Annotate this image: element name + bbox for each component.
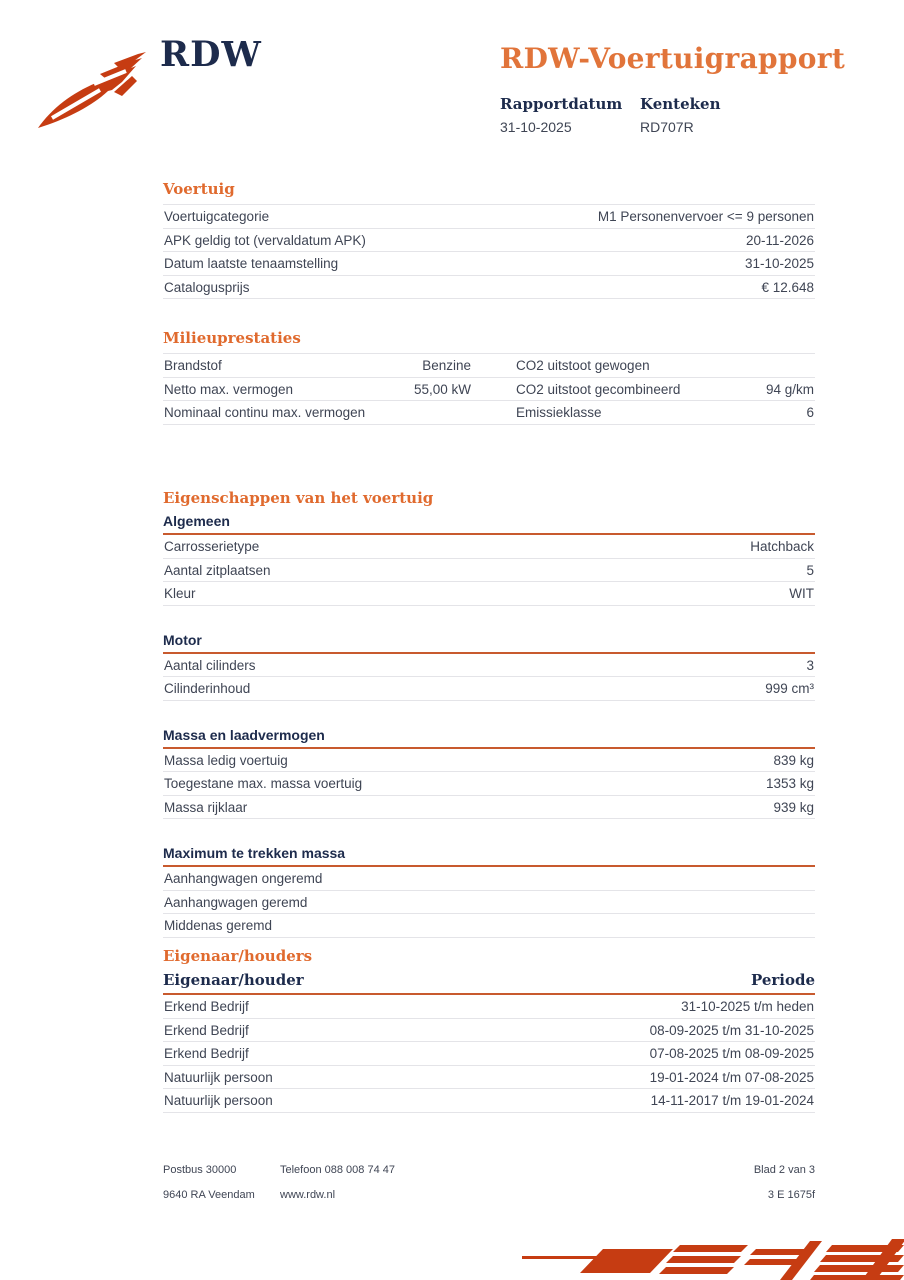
- row-label: Middenas geremd: [164, 918, 273, 934]
- row-value: 839 kg: [773, 752, 814, 768]
- report-date-value: 31-10-2025: [500, 119, 572, 135]
- table-row: [163, 229, 815, 253]
- table-row: [163, 276, 815, 300]
- voertuig-rows: [163, 204, 815, 299]
- table-row: [163, 1066, 815, 1090]
- report-date-block: [500, 95, 640, 135]
- row-label: CO2 uitstoot gecombineerd: [516, 381, 681, 397]
- subsection-title: Motor: [163, 632, 815, 654]
- table-row: [163, 1089, 815, 1113]
- rdw-wordmark: RDW: [160, 34, 262, 75]
- row-value: 08-09-2025 t/m 31-10-2025: [649, 1022, 814, 1038]
- row-label: Erkend Bedrijf: [164, 1046, 249, 1062]
- section-milieuprestaties: [163, 329, 815, 425]
- table-row: [163, 252, 815, 276]
- table-row: [163, 378, 815, 402]
- row-value: 07-08-2025 t/m 08-09-2025: [649, 1046, 814, 1062]
- row-label: Nominaal continu max. vermogen: [164, 405, 366, 421]
- page-footer: [163, 1164, 815, 1214]
- row-value: 939 kg: [773, 799, 814, 815]
- row-value: [731, 358, 814, 374]
- row-label: Emissieklasse: [516, 405, 602, 421]
- page-title: RDW-Voertuigrapport: [500, 42, 846, 75]
- table-row: [163, 867, 815, 891]
- footer-deco-graphic: [520, 1233, 904, 1280]
- owner-table-header: [163, 971, 815, 995]
- table-row: [163, 354, 815, 378]
- table-row: [163, 995, 815, 1019]
- row-label: Carrosserietype: [164, 539, 260, 554]
- row-label: Datum laatste tenaamstelling: [164, 256, 339, 272]
- table-row: [163, 205, 815, 229]
- report-meta: [500, 95, 780, 135]
- row-label: Natuurlijk persoon: [164, 1069, 273, 1085]
- row-label: Aantal cilinders: [164, 657, 256, 673]
- row-value: 55,00 kW: [413, 381, 471, 397]
- row-label: Erkend Bedrijf: [164, 1022, 249, 1038]
- footer-line-1: [163, 1164, 815, 1176]
- table-row: [163, 914, 815, 938]
- subsection-title: Maximum te trekken massa: [163, 845, 815, 867]
- row-value: 6: [806, 405, 814, 421]
- footer-line-2: [163, 1189, 815, 1201]
- row-label: Catalogusprijs: [164, 279, 250, 295]
- footer-address-line1: Postbus 30000: [163, 1164, 237, 1176]
- row-value: 19-01-2024 t/m 07-08-2025: [649, 1069, 814, 1085]
- table-row: [163, 772, 815, 796]
- row-value: WIT: [789, 586, 814, 602]
- column-gap: [471, 405, 516, 421]
- row-label: Cilinderinhoud: [164, 681, 251, 697]
- row-label: Netto max. vermogen: [164, 381, 294, 397]
- subsection-algemeen: [163, 513, 815, 606]
- row-value: 94 g/km: [765, 381, 814, 397]
- owner-col-header: Eigenaar/houder: [163, 971, 304, 989]
- row-label: Toegestane max. massa voertuig: [164, 776, 363, 792]
- row-label: Aanhangwagen geremd: [164, 894, 308, 910]
- table-row: [163, 1042, 815, 1066]
- subsection-title: Massa en laadvermogen: [163, 727, 815, 749]
- section-eigenschappen: [163, 489, 815, 938]
- row-label: Brandstof: [164, 358, 222, 373]
- column-gap: [471, 382, 516, 398]
- row-value: Benzine: [422, 358, 471, 373]
- row-label: Massa ledig voertuig: [164, 752, 288, 768]
- footer-phone: Telefoon 088 008 74 47: [280, 1164, 395, 1176]
- row-value: 999 cm³: [765, 681, 814, 697]
- row-label: Aantal zitplaatsen: [164, 562, 271, 578]
- periode-col-header: Periode: [750, 971, 815, 989]
- row-value: [401, 405, 471, 421]
- table-row: [163, 891, 815, 915]
- table-row: [163, 401, 815, 425]
- row-label: Natuurlijk persoon: [164, 1093, 273, 1109]
- row-value: 5: [806, 562, 814, 578]
- row-label: APK geldig tot (vervaldatum APK): [164, 232, 366, 248]
- milieuprestaties-rows: [163, 353, 815, 425]
- table-row: [163, 677, 815, 701]
- table-row: [163, 749, 815, 773]
- row-label: Aanhangwagen ongeremd: [164, 871, 323, 887]
- row-value: 3: [806, 657, 814, 673]
- license-plate-block: [640, 95, 780, 135]
- row-value: 31-10-2025: [744, 256, 814, 272]
- section-eigenaar: [163, 947, 815, 1113]
- row-label: CO2 uitstoot gewogen: [516, 358, 650, 373]
- row-label: Voertuigcategorie: [164, 209, 270, 224]
- table-row: [163, 796, 815, 820]
- row-value: 14-11-2017 t/m 19-01-2024: [650, 1093, 814, 1109]
- row-label: Erkend Bedrijf: [164, 999, 249, 1014]
- footer-website: www.rdw.nl: [280, 1189, 336, 1201]
- license-plate-label: Kenteken: [640, 95, 721, 113]
- subsection-title: Algemeen: [163, 513, 815, 535]
- license-plate-value: RD707R: [640, 119, 694, 135]
- subsection-massa: [163, 727, 815, 820]
- row-value: € 12.648: [761, 279, 814, 295]
- footer-doc-code: 3 E 1675f: [767, 1189, 815, 1201]
- section-eigenaar-title: Eigenaar/houders: [163, 947, 313, 965]
- report-date-label: Rapportdatum: [500, 95, 623, 113]
- row-value: M1 Personenvervoer <= 9 personen: [597, 209, 814, 224]
- table-row: [163, 654, 815, 678]
- row-value: Hatchback: [750, 539, 814, 554]
- section-milieuprestaties-title: Milieuprestaties: [163, 329, 301, 347]
- section-voertuig-title: Voertuig: [163, 180, 235, 198]
- row-value: 20-11-2026: [745, 232, 814, 248]
- section-eigenschappen-title: Eigenschappen van het voertuig: [163, 489, 434, 507]
- row-label: Massa rijklaar: [164, 799, 248, 815]
- table-row: [163, 535, 815, 559]
- row-value: 1353 kg: [765, 776, 814, 792]
- table-row: [163, 1019, 815, 1043]
- subsection-motor: [163, 632, 815, 701]
- row-label: Kleur: [164, 586, 196, 602]
- section-voertuig: [163, 180, 815, 299]
- column-gap: [471, 358, 516, 374]
- footer-page-number: Blad 2 van 3: [753, 1164, 815, 1176]
- table-row: [163, 582, 815, 606]
- footer-address-line2: 9640 RA Veendam: [163, 1189, 255, 1201]
- table-row: [163, 559, 815, 583]
- rdw-logo-feather-icon: [34, 46, 150, 139]
- subsection-trekken: [163, 845, 815, 938]
- row-value: 31-10-2025 t/m heden: [681, 999, 814, 1014]
